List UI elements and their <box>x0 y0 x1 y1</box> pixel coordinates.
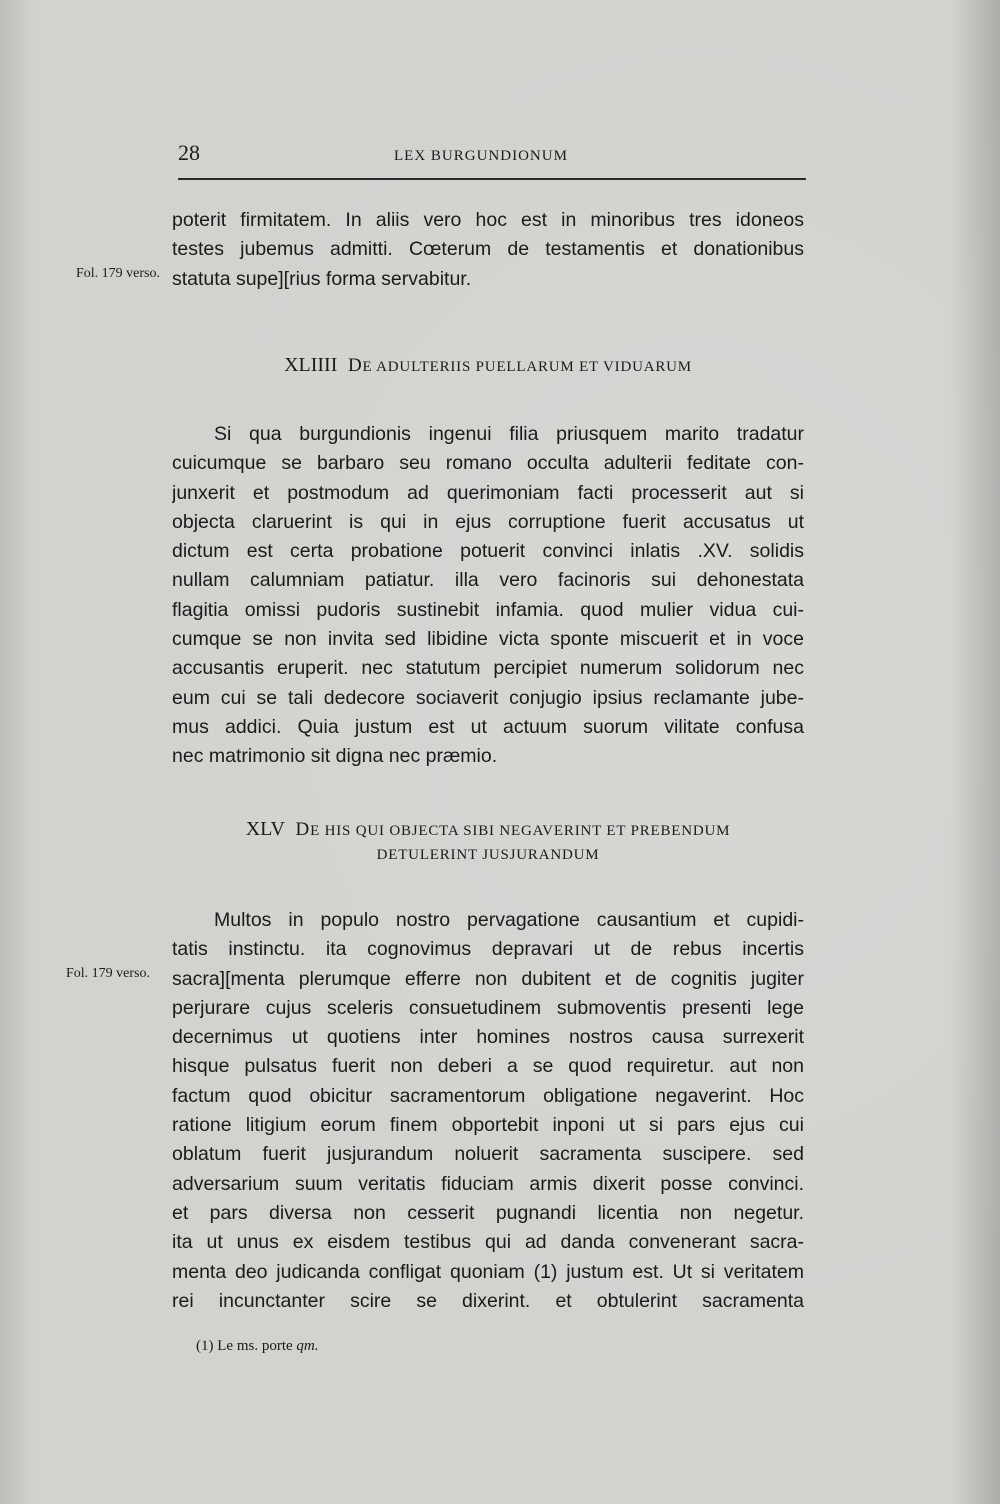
text-line: hisque pulsatus fuerit non deberi a se quod requiretur. aut non <box>172 1055 804 1078</box>
section-45-paragraph <box>172 906 804 1316</box>
page-number: 28 <box>178 140 200 165</box>
section-title: E ADULTERIIS PUELLARUM ET VIDUARUM <box>362 359 692 375</box>
text-line: poterit firmitatem. In aliis vero hoc est in minoribus tres idoneos <box>172 209 804 231</box>
text-line: flagitia omissi pudoris sustinebit infamia. quod mulier vidua cui- <box>172 598 804 621</box>
text-line: ita ut unus ex eisdem testibus qui ad danda convenerant sacra- <box>172 1231 804 1254</box>
footnote-text: Le ms. porte <box>217 1338 293 1354</box>
text-line: tatis instinctu. ita cognovimus depravari ut de rebus incertis <box>172 938 804 961</box>
text-line: adversarium suum veritatis fiduciam armis dixerit posse convinci. <box>172 1172 804 1195</box>
text-line: nec matrimonio sit digna nec præmio. <box>172 745 498 768</box>
margin-note-folio: Fol. 179 verso. <box>76 266 160 281</box>
section-number: XLIIII <box>284 354 338 376</box>
section-number: XLV <box>245 818 285 840</box>
text-line: cuicumque se barbaro seu romano occulta adulterii feditate con- <box>172 452 804 475</box>
margin-note-folio: Fol. 179 verso. <box>66 966 150 981</box>
text-line: objecta claruerint is qui in ejus corruptione fuerit accusatus ut <box>172 510 804 533</box>
text-line: cumque se non invita sed libidine victa sponte miscuerit et in voce <box>172 628 804 651</box>
text-line: factum quod obicitur sacramentorum obligatione negaverint. Hoc <box>172 1084 804 1107</box>
section-title: E HIS QUI OBJECTA SIBI NEGAVERINT ET PREBENDUM <box>310 823 731 839</box>
text-line: eum cui se tali dedecore sociaverit conjugio ipsius reclamante jube- <box>172 686 804 709</box>
section-heading-45 <box>172 818 804 864</box>
text-line: ratione litigium eorum finem obportebit inponi ut si pars ejus cui <box>172 1114 804 1137</box>
section-heading-line <box>172 818 804 841</box>
title-initial: D <box>347 355 363 376</box>
section-heading-44 <box>172 354 804 377</box>
text-line: Multos in populo nostro pervagatione causantium et cupidi- <box>214 909 804 931</box>
intro-paragraph <box>172 206 804 294</box>
text-line: menta deo judicanda confligat quoniam (1) justum est. Ut si veritatem <box>172 1260 804 1283</box>
text-line: sacra][menta plerumque efferre non dubitent et de cognitis jugiter <box>172 967 804 990</box>
footnote-abbreviation: qm. <box>296 1338 319 1354</box>
text-line: oblatum fuerit jusjurandum noluerit sacramenta suscipere. sed <box>172 1143 804 1166</box>
section-title-continued: DETULERINT JUSJURANDUM <box>376 847 600 863</box>
text-line: mus addici. Quia justum est ut actuum suorum vilitate confusa <box>172 715 804 738</box>
text-line: rei incunctanter scire se dixerint. et obtulerint sacramenta <box>172 1289 804 1312</box>
running-title: LEX BURGUNDIONUM <box>394 148 568 164</box>
title-initial: D <box>295 819 311 840</box>
text-line: testes jubemus admitti. Cœterum de testamentis et donationibus <box>172 238 804 261</box>
text-line: et pars diversa non cesserit pugnandi licentia non negetur. <box>172 1201 804 1224</box>
page-header <box>178 136 806 180</box>
text-line: junxerit et postmodum ad querimoniam facti processerit aut si <box>172 481 804 504</box>
text-line: statuta supe][rius forma servabitur. <box>172 267 472 290</box>
text-line: accusantis eruperit. nec statutum percipiet numerum solidorum nec <box>172 657 804 680</box>
text-line: dictum est certa probatione potuerit convinci inlatis .XV. solidis <box>172 540 804 563</box>
section-44-paragraph <box>172 420 804 772</box>
footnote-marker: (1) <box>196 1338 214 1354</box>
text-line: Si qua burgundionis ingenui filia priusquem marito tradatur <box>214 423 804 445</box>
text-line: perjurare cujus sceleris consuetudinem submoventis presenti lege <box>172 996 804 1019</box>
text-line: nullam calumniam patiatur. illa vero facinoris sui dehonestata <box>172 569 804 592</box>
footnote <box>196 1338 319 1355</box>
text-line: decernimus ut quotiens inter homines nostros causa surrexerit <box>172 1026 804 1049</box>
